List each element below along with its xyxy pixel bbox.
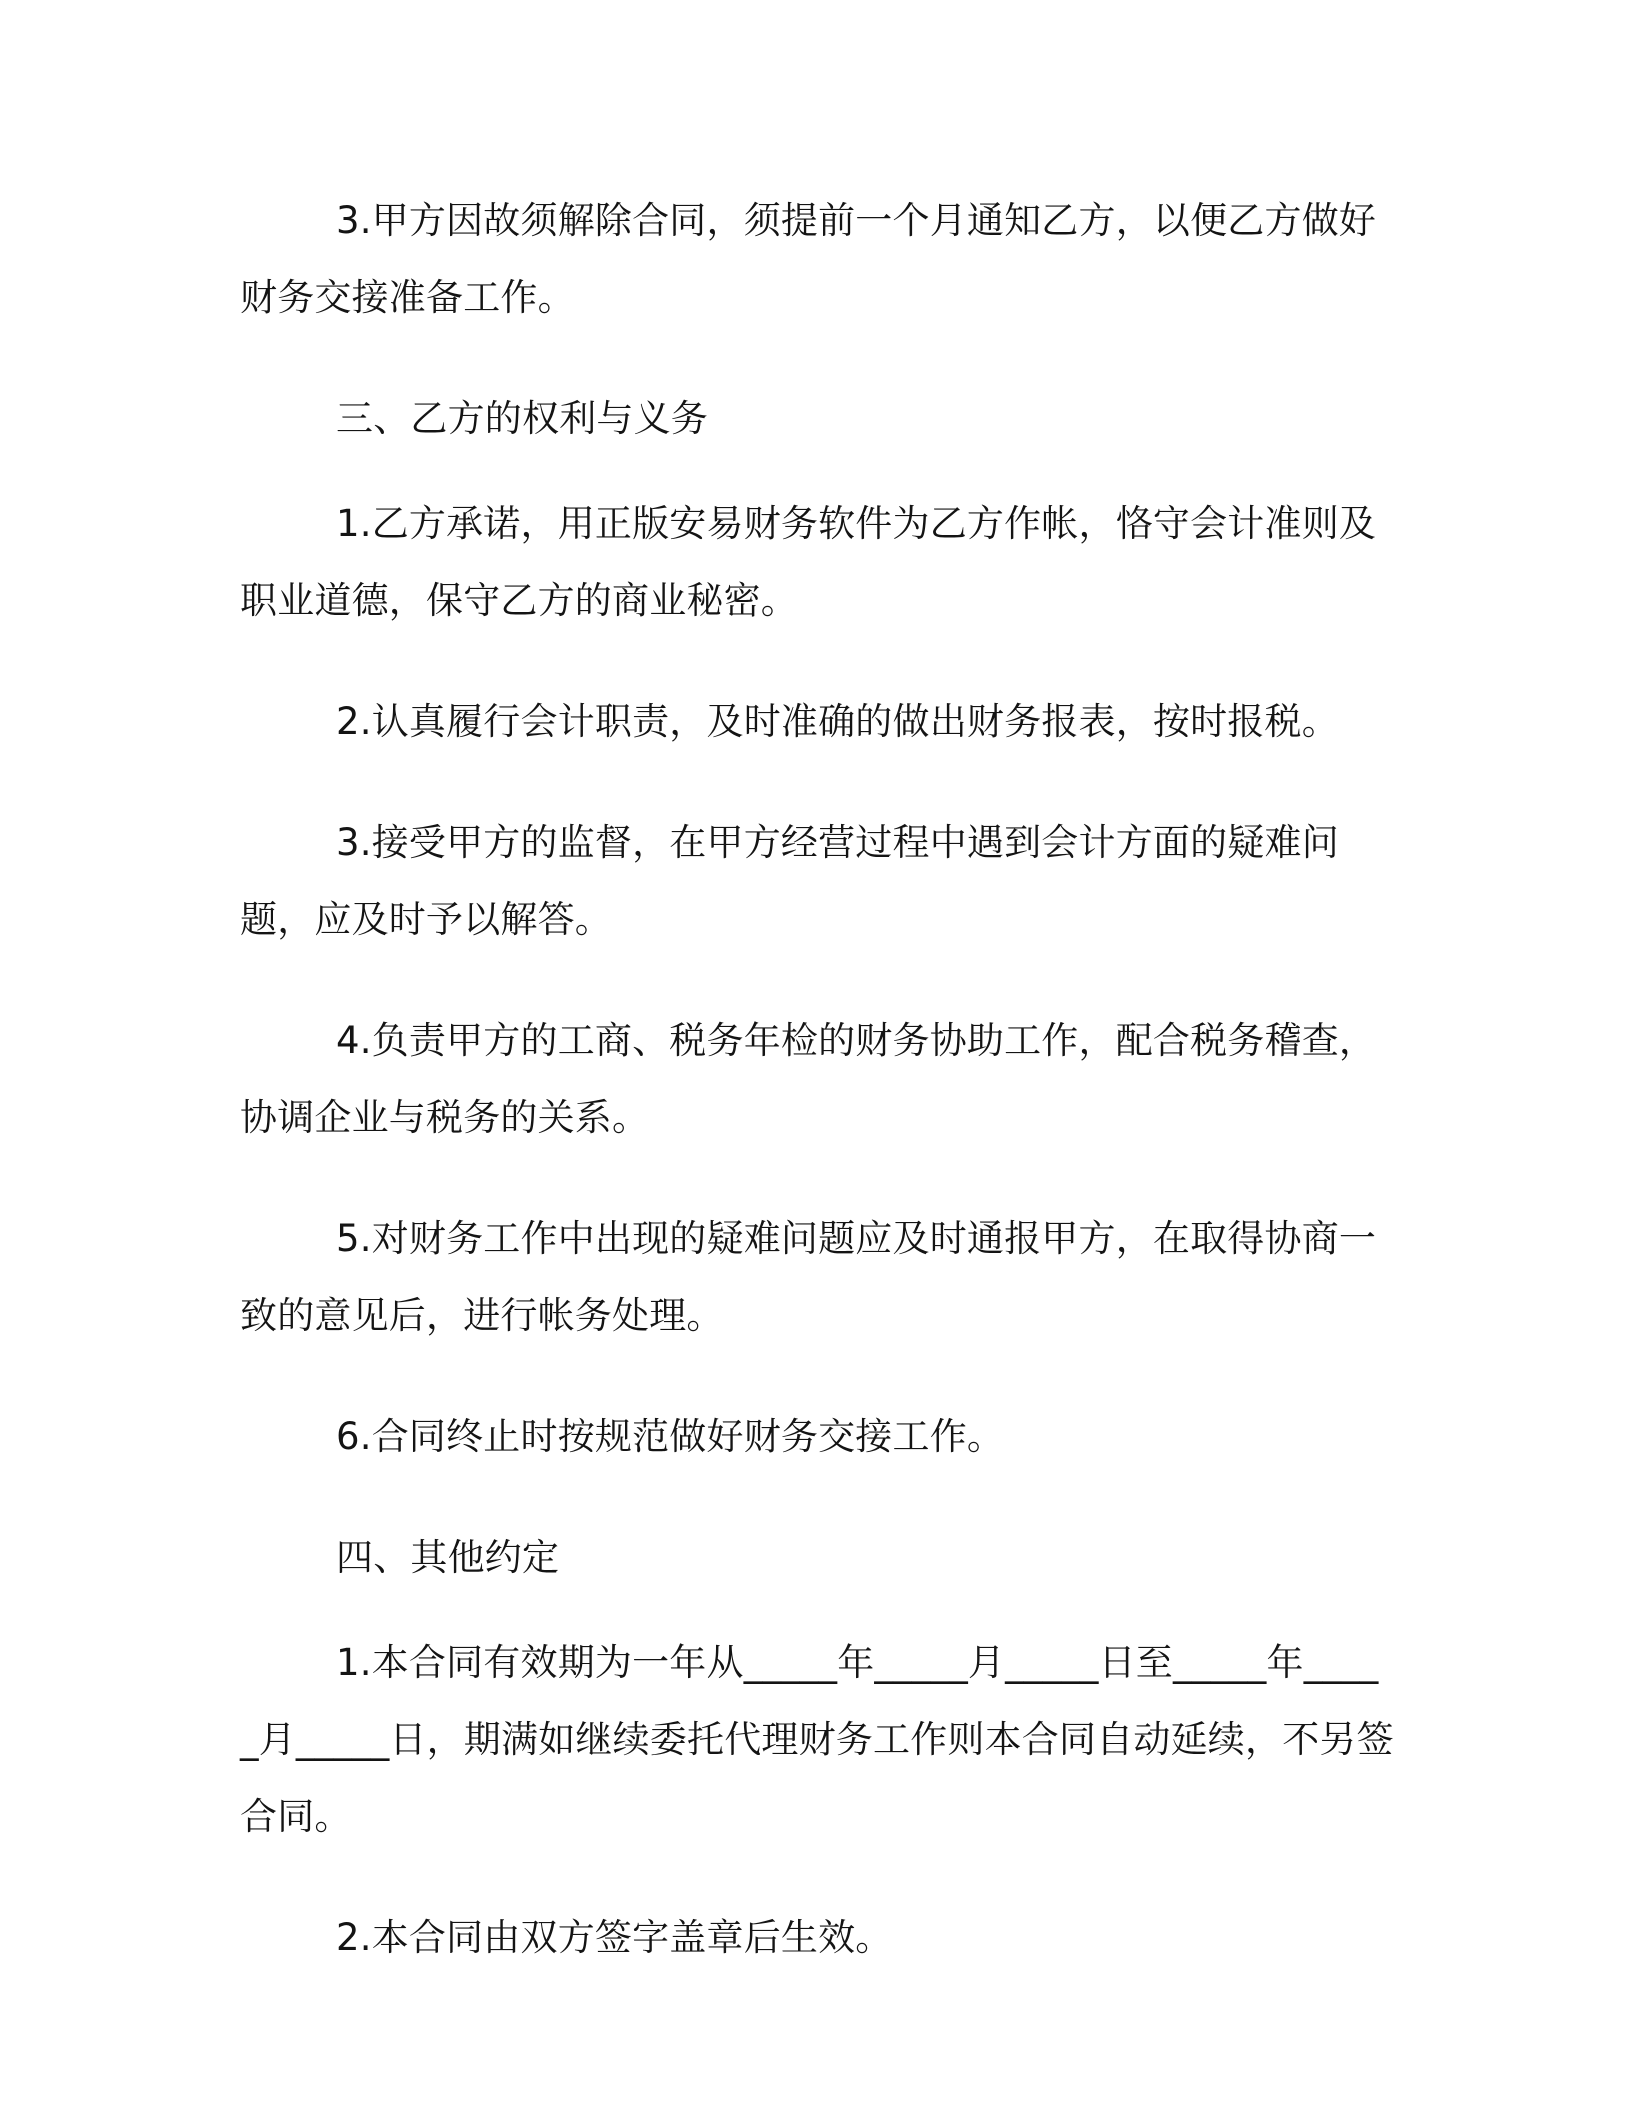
clause-party-b-4: 4.负责甲方的工商、税务年检的财务协助工作，配合税务稽查，协调企业与税务的关系。 bbox=[240, 1019, 1377, 1139]
section-heading-party-b-rights: 三、乙方的权利与义务 bbox=[336, 397, 708, 440]
clause-other-2-effective: 2.本合同由双方签字盖章后生效。 bbox=[336, 1916, 893, 1959]
clause-party-b-5: 5.对财务工作中出现的疑难问题应及时通报甲方，在取得协商一致的意见后，进行帐务处理。 bbox=[240, 1217, 1377, 1337]
clause-party-a-termination-notice: 3.甲方因故须解除合同，须提前一个月通知乙方，以便乙方做好财务交接准备工作。 bbox=[240, 199, 1377, 319]
clause-party-b-3: 3.接受甲方的监督，在甲方经营过程中遇到会计方面的疑难问题，应及时予以解答。 bbox=[240, 821, 1339, 941]
document-body bbox=[240, 182, 1396, 2020]
clause-party-b-6: 6.合同终止时按规范做好财务交接工作。 bbox=[336, 1415, 1005, 1458]
clause-other-1-term: 1.本合同有效期为一年从_____年_____月_____日至_____年_____月_____日，期满如继续委托代理财务工作则本合同自动延续，不另签合同。 bbox=[240, 1641, 1394, 1838]
clause-party-b-1: 1.乙方承诺，用正版安易财务软件为乙方作帐，恪守会计准则及职业道德，保守乙方的商业秘密。 bbox=[240, 502, 1377, 622]
clause-party-b-2: 2.认真履行会计职责，及时准确的做出财务报表，按时报税。 bbox=[336, 700, 1339, 743]
section-heading-other-agreements: 四、其他约定 bbox=[336, 1536, 560, 1579]
